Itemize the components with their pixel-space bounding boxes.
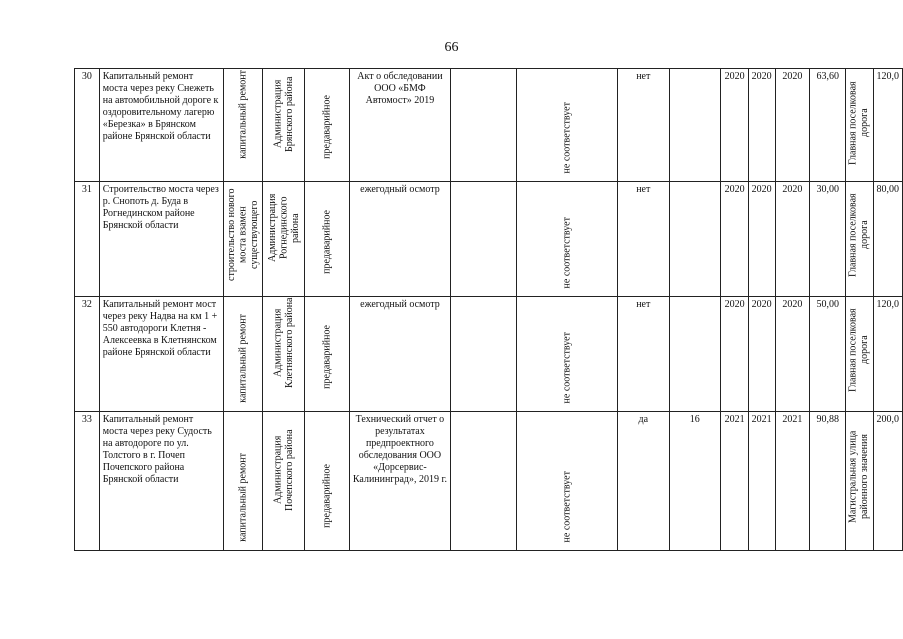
year-start: 2020 [720, 297, 748, 412]
compliance-cell [516, 412, 617, 551]
work-type-cell [224, 412, 263, 551]
work-type: капитальный ремонт [237, 70, 249, 159]
owner-cell [263, 182, 305, 297]
object-name: Строительство моста через р. Снопоть д. Буда в Рогнединском районе Брянской области [99, 182, 224, 297]
road-category: Главная поселковая дорога [847, 193, 871, 277]
bridge-length: 90,88 [810, 412, 846, 551]
work-type: капитальный ремонт [237, 314, 249, 403]
work-type: строительство нового моста взамен существующего [226, 188, 261, 282]
page-number: 66 [444, 40, 459, 55]
table-row [75, 412, 903, 551]
project-available: нет [617, 69, 669, 182]
year-end: 2020 [748, 69, 775, 182]
condition: предаварийное [321, 95, 333, 159]
condition-cell [305, 69, 350, 182]
cost: 120,0 [873, 69, 903, 182]
empty-cell [450, 412, 516, 551]
work-type-cell [224, 182, 263, 297]
road-category-cell [846, 182, 873, 297]
road-category-cell [846, 412, 873, 551]
compliance: не соответствует [561, 216, 573, 288]
extra-value [669, 69, 720, 182]
road-category-cell [846, 69, 873, 182]
object-name: Капитальный ремонт мост через реку Надва на км 1 + 550 автодороги Клетня - Алексеевка в Клетнянском районе Брянской области [99, 297, 224, 412]
project-available: нет [617, 297, 669, 412]
work-type-cell [224, 297, 263, 412]
compliance-cell [516, 182, 617, 297]
year-target: 2020 [775, 182, 810, 297]
project-available: да [617, 412, 669, 551]
owner-cell [263, 412, 305, 551]
condition: предаварийное [321, 464, 333, 528]
bridge-length: 30,00 [810, 182, 846, 297]
basis: Акт о обследовании ООО «БМФ Автомост» 2019 [349, 69, 450, 182]
object-name: Капитальный ремонт моста через реку Судость на автодороге по ул. Толстого в г. Почеп Почепского района Брянской области [99, 412, 224, 551]
condition-cell [305, 297, 350, 412]
condition: предаварийное [321, 325, 333, 389]
condition-cell [305, 412, 350, 551]
empty-cell [450, 297, 516, 412]
year-end: 2021 [748, 412, 775, 551]
basis: ежегодный осмотр [349, 297, 450, 412]
compliance: не соответствует [561, 470, 573, 542]
cost: 200,0 [873, 412, 903, 551]
compliance: не соответствует [561, 101, 573, 173]
table-row [75, 69, 903, 182]
compliance-cell [516, 297, 617, 412]
row-number: 32 [75, 297, 100, 412]
owner: Администрация Клетнянского района [272, 297, 295, 389]
table-row [75, 297, 903, 412]
owner: Администрация Брянского района [272, 76, 295, 152]
cost: 80,00 [873, 182, 903, 297]
object-name: Капитальный ремонт моста через реку Снежеть на автомобильной дороге к оздоровительному лагерю «Березка» в Брянском районе Брянской области [99, 69, 224, 182]
year-start: 2021 [720, 412, 748, 551]
year-start: 2020 [720, 69, 748, 182]
owner-cell [263, 69, 305, 182]
condition-cell [305, 182, 350, 297]
row-number: 31 [75, 182, 100, 297]
year-end: 2020 [748, 297, 775, 412]
row-number: 33 [75, 412, 100, 551]
bridge-length: 63,60 [810, 69, 846, 182]
cost: 120,0 [873, 297, 903, 412]
basis: Технический отчет о результатах предпроектного обследования ООО «Дорсервис-Калининград», 2019 г. [349, 412, 450, 551]
basis: ежегодный осмотр [349, 182, 450, 297]
row-number: 30 [75, 69, 100, 182]
owner: Администрация Рогнединского района [266, 193, 301, 263]
road-category-cell [846, 297, 873, 412]
project-available: нет [617, 182, 669, 297]
work-type: капитальный ремонт [237, 453, 249, 542]
year-target: 2021 [775, 412, 810, 551]
year-end: 2020 [748, 182, 775, 297]
table-row [75, 182, 903, 297]
year-start: 2020 [720, 182, 748, 297]
compliance: не соответствует [561, 331, 573, 403]
bridge-length: 50,00 [810, 297, 846, 412]
bridge-registry-table [74, 68, 903, 551]
road-category: Магистральная улица районного значения [847, 430, 871, 524]
compliance-cell [516, 69, 617, 182]
year-target: 2020 [775, 297, 810, 412]
year-target: 2020 [775, 69, 810, 182]
owner: Администрация Почепского района [272, 429, 295, 511]
condition: предаварийное [321, 210, 333, 274]
extra-value: 16 [669, 412, 720, 551]
empty-cell [450, 69, 516, 182]
extra-value [669, 182, 720, 297]
work-type-cell [224, 69, 263, 182]
owner-cell [263, 297, 305, 412]
road-category: Главная поселковая дорога [847, 81, 871, 165]
extra-value [669, 297, 720, 412]
road-category: Главная поселковая дорога [847, 308, 871, 392]
empty-cell [450, 182, 516, 297]
